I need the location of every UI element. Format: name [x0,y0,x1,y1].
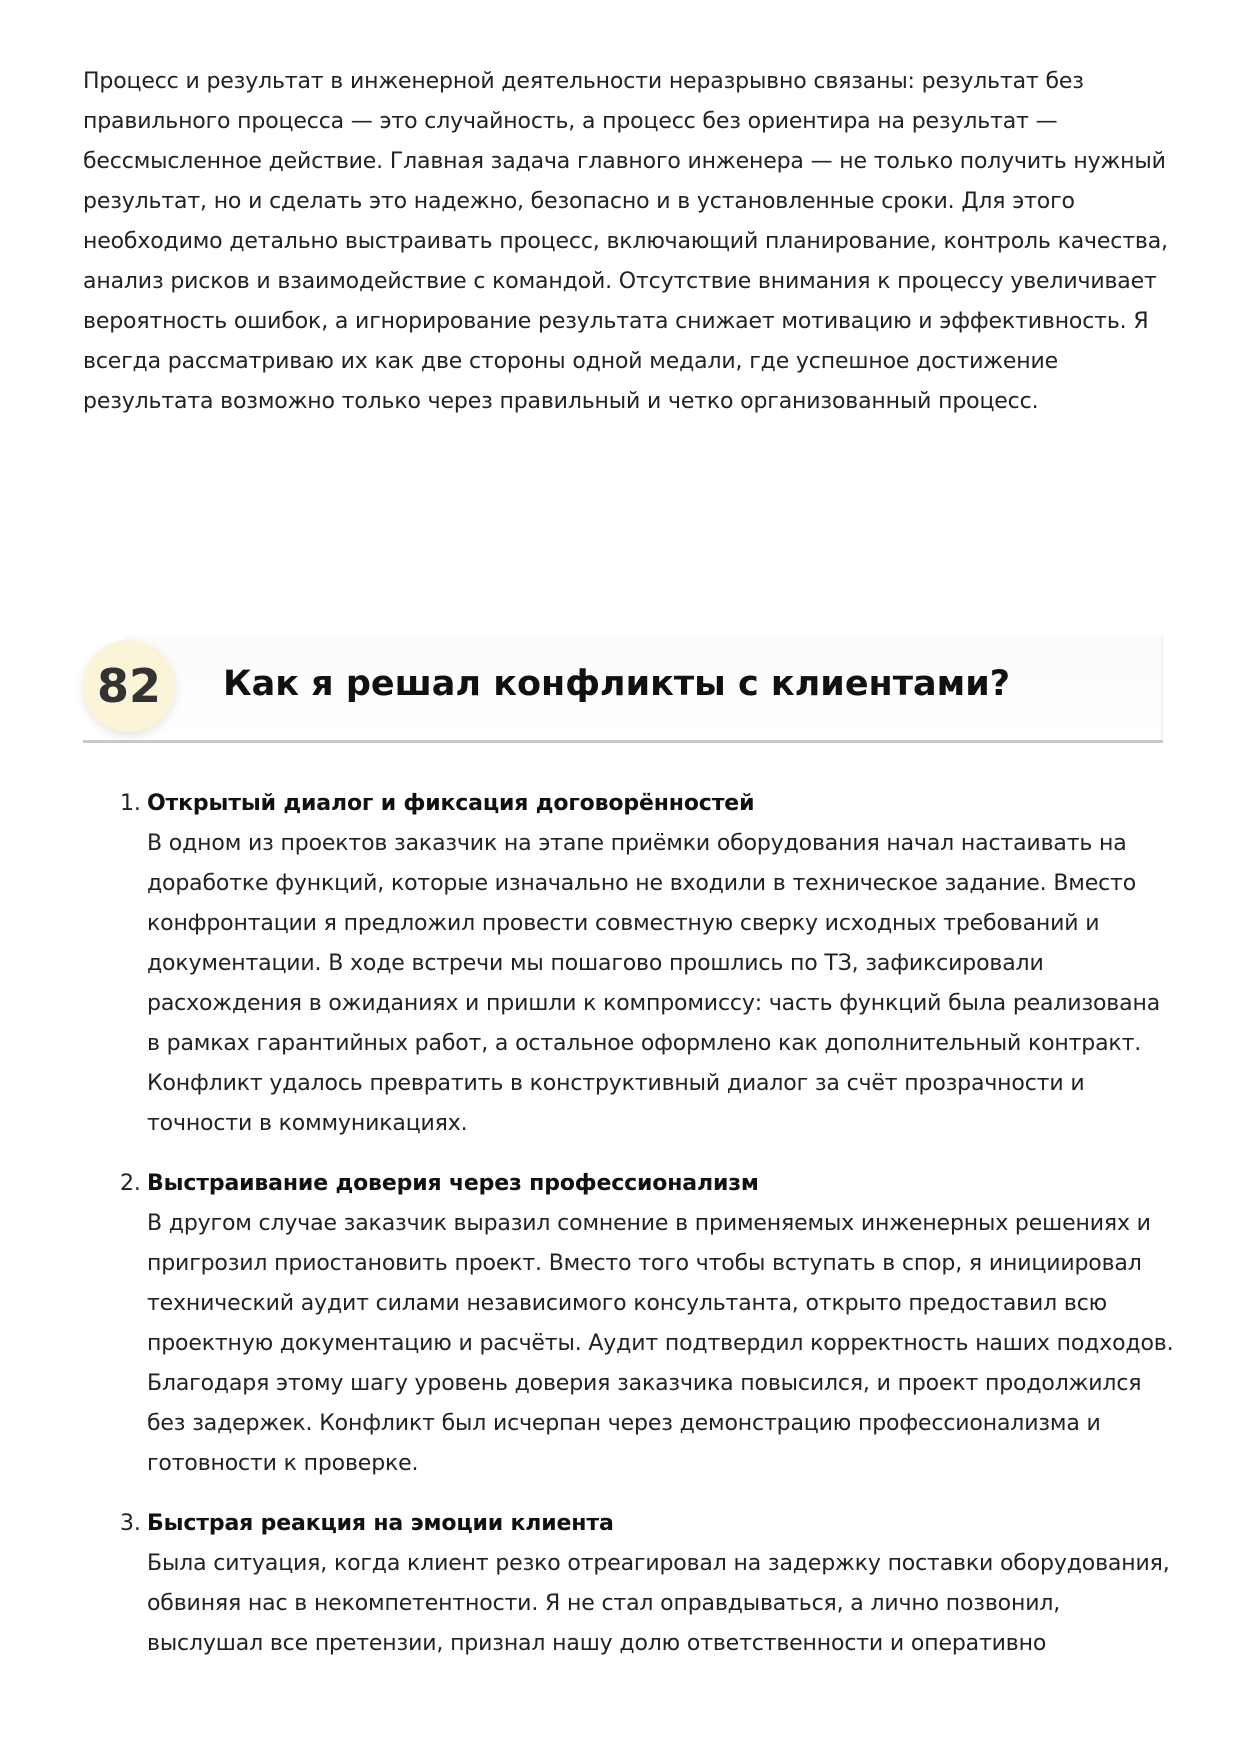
list-item-text: В другом случае заказчик выразил сомнение в применяемых инженерных решениях и пригрозил приостановить проект. Вместо того чтобы вступать в спор, я инициировал технический аудит силами независимого консультанта, открыто предоставил всю проектную документацию и расчёты. Аудит подтвердил корректность наших подходов. Благодаря этому шагу уровень доверия заказчика повысился, и проект продолжился без задержек. Конфликт был исчерпан через демонстрацию профессионализма и готовности к проверке. [147,1211,1174,1476]
list-item-heading: Выстраивание доверия через профессионализм [147,1171,759,1196]
list-item-heading: Открытый диалог и фиксация договорённостей [147,791,755,816]
list-item-number: 2. [120,1171,141,1196]
list-item-heading: Быстрая реакция на эмоции клиента [147,1511,614,1536]
list-item-text: В одном из проектов заказчик на этапе приёмки оборудования начал настаивать на доработке функций, которые изначально не входили в техническое задание. Вместо конфронтации я предложил провести совместную сверку исходных требований и документации. В ходе встречи мы пошагово прошлись по ТЗ, зафиксировали расхождения в ожиданиях и пришли к компромиссу: часть функций была реализована в рамках гарантийных работ, а остальное оформлено как дополнительный контракт. Конфликт удалось превратить в конструктивный диалог за счёт прозрачности и точности в коммуникациях. [147,831,1161,1136]
list-item [110,1164,1175,1484]
section-title: Как я решал конфликты с клиентами? [223,664,1011,704]
list-item-number: 3. [120,1511,141,1536]
section-number-badge: 82 [83,640,175,732]
list-item [110,1504,1175,1664]
list-item-number: 1. [120,791,141,816]
answer-list [110,784,1175,1684]
section-header [83,636,1163,744]
intro-paragraph: Процесс и результат в инженерной деятельности неразрывно связаны: результат без правильного процесса — это случайность, а процесс без ориентира на результат — бессмысленное действие. Главная задача главного инженера — не только получить нужный результат, но и сделать это надежно, безопасно и в установленные сроки. Для этого необходимо детально выстраивать процесс, включающий планирование, контроль качества, анализ рисков и взаимодействие с командой. Отсутствие внимания к процессу увеличивает вероятность ошибок, а игнорирование результата снижает мотивацию и эффективность. Я всегда рассматриваю их как две стороны одной медали, где успешное достижение результата возможно только через правильный и четко организованный процесс. [83,69,1168,414]
list-item [110,784,1175,1144]
list-item-text: Была ситуация, когда клиент резко отреагировал на задержку поставки оборудования, обвиняя нас в некомпетентности. Я не стал оправдываться, а лично позвонил, выслушал все претензии, признал нашу долю ответственности и оперативно [147,1551,1170,1656]
section-divider [83,740,1163,743]
